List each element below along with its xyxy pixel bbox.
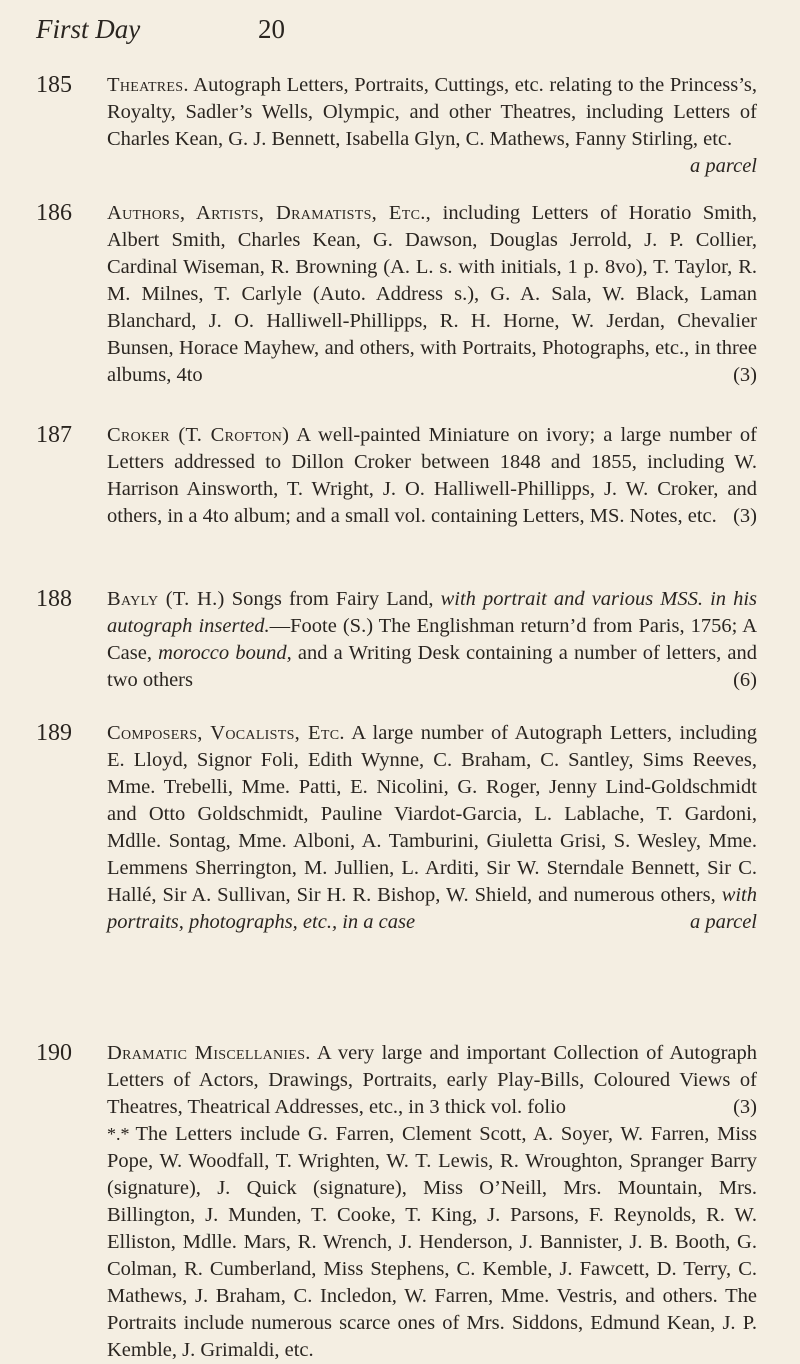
lot-text-italic: with portraits, photographs, etc., in a case (107, 884, 758, 933)
lot-text: A large number of Autograph Letters, including E. Lloyd, Signor Foli, Edith Wynne, C. Braham, C. Santley, Sims Reeves, Mme. Trebelli, Mme. Patti, E. Nicolini, G. Roger, Jenny Lind-Goldschmidt and Otto Goldschmidt, Pauline Viardot-Garcia, L. Lablache, T. Gardoni, Mdlle. Sontag, Mme. Alboni, A. Tamburini, Giuletta Grisi, S. Wesley, Mme. Lemmens Sherrington, M. Jullien, L. Arditi, Sir W. Sterndale Bennett, Sir C. Hallé, Sir A. Sullivan, Sir H. R. Bishop, W. Shield, and numerous others, (107, 722, 757, 906)
lot-quantity: (3) (733, 1096, 757, 1118)
lot-heading: Composers, Vocalists, Etc. (107, 722, 345, 744)
lot-number: 186 (36, 200, 72, 226)
lot-note-text: The Letters include G. Farren, Clement Scott, A. Soyer, W. Farren, Miss Pope, W. Woodfall, T. Wrighten, W. T. Lewis, R. Wroughton, Spranger Barry (signature), J. Quick (signature), Miss O’Neill, Mrs. Mountain, Mrs. Billington, J. Munden, T. Cooke, T. King, J. Parsons, F. Reynolds, R. W. Elliston, Mdlle. Mars, R. Wrench, J. Henderson, J. Bannister, J. B. Booth, G. Colman, R. Cumberland, Miss Stephens, C. Kemble, J. Fawcett, D. Terry, C. Mathews, J. Braham, C. Incledon, W. Farren, Mme. Vestris, and others. The Portraits include numerous scarce ones of Mrs. Siddons, Edmund Kean, J. P. Kemble, J. Grimaldi, etc. (107, 1123, 757, 1361)
lot-heading: Authors, Artists, Dramatists, Etc., (107, 202, 432, 224)
lot-text: —Foote (S.) The Englishman return’d from Paris, 1756; A Case, (107, 615, 757, 664)
page-number: 20 (258, 14, 285, 44)
lot-text: Autograph Letters, Portraits, Cuttings, etc. relating to the Princess’s, Royalty, Sadler’s Wells, Olympic, and other Theatres, including Letters of Charles Kean, G. J. Bennett, Isabella Glyn, C. Mathews, Fanny Stirling, etc. (107, 74, 757, 150)
lot-number: 189 (36, 720, 72, 746)
lot-text: and a Writing Desk containing a number of letters, and two others (107, 642, 758, 691)
lot-text: A well-painted Miniature on ivory; a large number of Letters addressed to Dillon Croker between 1848 and 1855, including W. Harrison Ainsworth, T. Wright, J. O. Halliwell-Phillipps, J. W. Croker, and others, in a 4to album; and a small vol. containing Letters, MS. Notes, etc. (107, 424, 757, 527)
lot-quantity: a parcel (690, 911, 757, 933)
lot-description (107, 72, 757, 180)
running-head-day: First Day (36, 14, 141, 44)
lot-number: 188 (36, 586, 72, 612)
lot-quantity: (3) (733, 505, 757, 527)
page-header (36, 14, 764, 54)
lot-heading: Theatres. (107, 74, 189, 96)
lot-text: A very large and important Collection of Autograph Letters of Actors, Drawings, Portraits, early Play-Bills, Coloured Views of Theatres, Theatrical Addresses, etc., in 3 thick vol. folio (107, 1042, 758, 1118)
lot-description (107, 422, 757, 530)
lot-text: including Letters of Horatio Smith, Albert Smith, Charles Kean, G. Dawson, Douglas Jerrold, J. P. Collier, Cardinal Wiseman, R. Browning (A. L. s. with initials, 1 p. 8vo), T. Taylor, R. M. Milnes, T. Carlyle (Auto. Address s.), G. A. Sala, W. Black, Laman Blanchard, J. O. Halliwell-Phillipps, R. H. Horne, W. Jerdan, Chevalier Bunsen, Horace Mayhew, and others, with Portraits, Photographs, etc., in three albums, 4to (107, 202, 757, 386)
lot-heading: Dramatic Miscellanies. (107, 1042, 311, 1064)
lot-number: 187 (36, 422, 72, 448)
lot-text: Songs from Fairy Land, (231, 588, 434, 610)
lot-text-italic: morocco bound, (158, 642, 292, 664)
lot-description (107, 1040, 757, 1364)
lot-heading: Croker (T. Crofton) (107, 424, 290, 446)
lot-number: 190 (36, 1040, 72, 1066)
lot-text-italic: with portrait and various MSS. in his autograph inserted. (107, 588, 758, 637)
lot-number: 185 (36, 72, 72, 98)
lot-note (107, 1121, 757, 1364)
lot-description (107, 586, 757, 694)
lot-quantity: (3) (733, 364, 757, 386)
lot-quantity: (6) (733, 669, 757, 691)
lot-quantity: a parcel (690, 155, 757, 177)
lot-description (107, 200, 757, 389)
lot-description (107, 720, 757, 936)
lot-heading: Bayly (T. H.) (107, 588, 225, 610)
asterism-mark: *.* (107, 1124, 130, 1144)
